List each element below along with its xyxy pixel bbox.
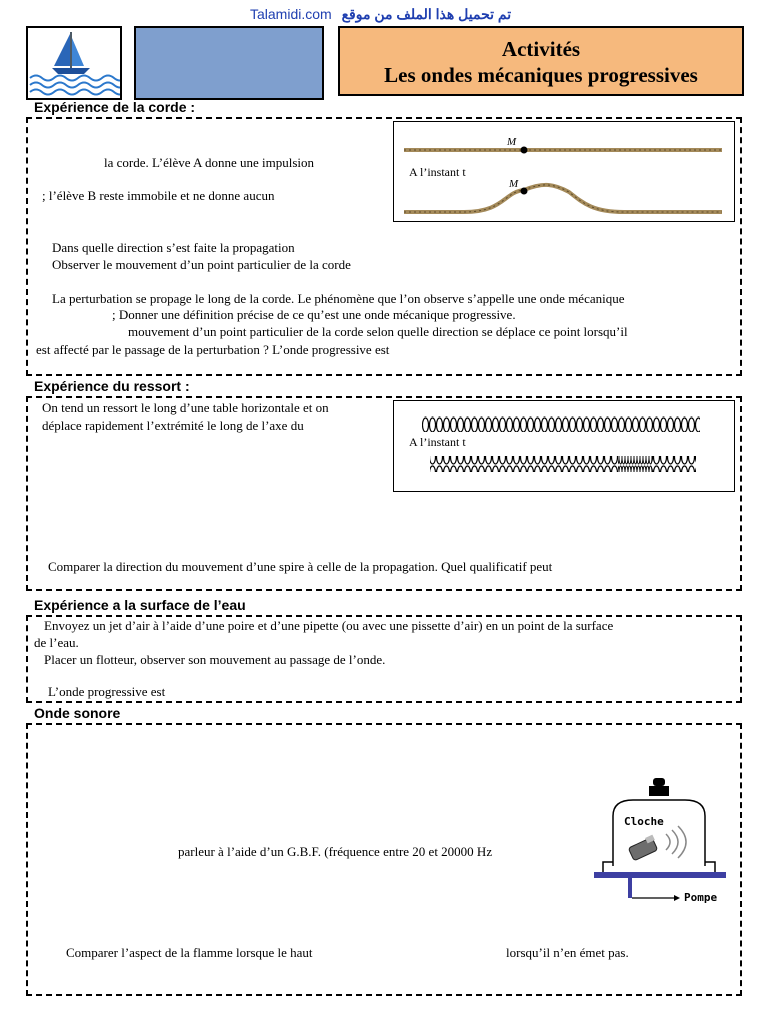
sailboat-icon — [28, 28, 120, 98]
section-heading-eau: Expérience a la surface de l’eau — [34, 597, 246, 613]
corde-text: Observer le mouvement d’un point particulier de la corde — [52, 257, 351, 272]
point-m-dot — [521, 147, 528, 154]
section-heading-corde: Expérience de la corde : — [34, 99, 196, 115]
sonore-text: Comparer l’aspect de la flamme lorsque le haut — [66, 945, 313, 960]
instant-label: A l’instant t — [409, 435, 466, 449]
site-name[interactable]: Talamidi.com — [250, 6, 332, 22]
pompe-label: Pompe — [684, 891, 718, 904]
bell-jar-figure — [588, 776, 738, 908]
point-label: M — [507, 136, 517, 148]
sonore-text: lorsqu’il n’en émet pas. — [506, 945, 629, 960]
corde-text: mouvement d’un point particulier de la corde selon quelle direction se déplace ce point lorsqu’il — [128, 324, 628, 339]
ressort-text: Comparer la direction du mouvement d’une spire à celle de la propagation. Quel qualificatif peut — [48, 559, 553, 574]
ressort-text: On tend un ressort le long d’une table horizontale et on — [42, 400, 329, 415]
instant-label: A l’instant t — [409, 165, 466, 179]
corde-text: Dans quelle direction s’est faite la propagation — [52, 240, 295, 255]
blue-header-box — [134, 26, 324, 100]
site-arabic-text: تم تحميل هذا الملف من موقع — [341, 6, 512, 22]
corde-text: la corde. L’élève A donne une impulsion — [104, 155, 314, 170]
section-heading-sonore: Onde sonore — [34, 705, 121, 721]
corde-text: ; Donner une définition précise de ce qu’est une onde mécanique progressive. — [112, 307, 516, 322]
ressort-text: déplace rapidement l’extrémité le long de l’axe du — [42, 418, 304, 433]
site-header — [250, 6, 511, 23]
page-title — [338, 26, 744, 96]
point-m-dot — [521, 188, 528, 195]
corde-text: La perturbation se propage le long de la corde. Le phénomène que l’on observe s’appelle une onde mécanique — [52, 291, 625, 306]
eau-text: Envoyez un jet d’air à l’aide d’une poire et d’une pipette (ou avec une pissette d’air) en un point de la surface — [44, 618, 614, 633]
point-label: M — [509, 178, 519, 190]
cloche-label: Cloche — [624, 815, 664, 828]
corde-text: ; l’élève B reste immobile et ne donne aucun — [42, 188, 275, 203]
section-heading-ressort: Expérience du ressort : — [34, 378, 190, 394]
eau-text: Placer un flotteur, observer son mouvement au passage de l’onde. — [44, 652, 386, 667]
eau-text: de l’eau. — [34, 635, 79, 650]
title-line-1: Activités — [501, 37, 581, 61]
phone-icon — [628, 835, 657, 861]
corde-text: est affecté par le passage de la perturbation ? L’onde progressive est — [36, 342, 390, 357]
sailboat-logo — [26, 26, 122, 100]
sonore-text: parleur à l’aide d’un G.B.F. (fréquence entre 20 et 20000 Hz — [178, 844, 493, 859]
title-line-2: Les ondes mécaniques progressives — [384, 63, 698, 87]
rope-figure — [393, 121, 735, 222]
eau-text: L’onde progressive est — [48, 684, 166, 699]
spring-figure — [393, 400, 735, 492]
